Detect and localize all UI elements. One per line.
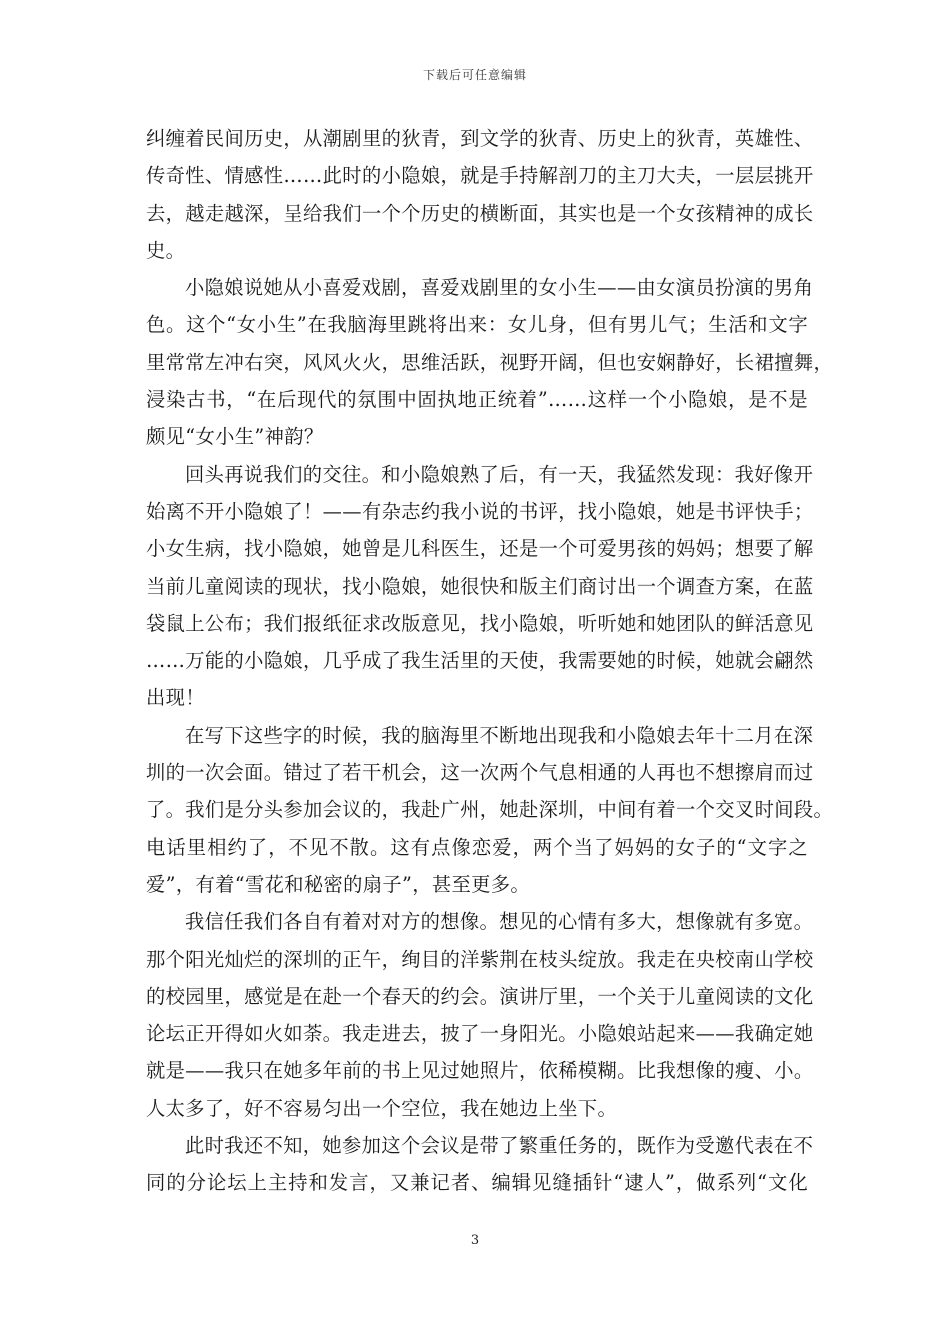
- text-line: 论坛正开得如火如荼。我走进去，披了一身阳光。小隐娘站起来——我确定她: [146, 1022, 814, 1046]
- text-line: 袋鼠上公布；我们报纸征求改版意见，找小隐娘，听听她和她团队的鲜活意见: [146, 611, 814, 635]
- text-line: 去，越走越深，呈给我们一个个历史的横断面，其实也是一个女孩精神的成长: [146, 201, 814, 225]
- text-line: 回头再说我们的交往。和小隐娘熟了后，有一天，我猛然发现：我好像开: [185, 462, 814, 486]
- document-body: [146, 120, 834, 1202]
- text-line: 爱”，有着“雪花和秘密的扇子”，甚至更多。: [146, 872, 530, 896]
- text-line: 纠缠着民间历史，从潮剧里的狄青，到文学的狄青、历史上的狄青，英雄性、: [146, 127, 814, 150]
- text-line: 颇见“女小生”神韵？: [146, 425, 324, 449]
- text-line: ……万能的小隐娘，几乎成了我生活里的天使，我需要她的时候，她就会翩然: [146, 649, 814, 673]
- page-header: 下载后可任意编辑: [422, 68, 527, 82]
- page-number: 3: [470, 1233, 480, 1248]
- text-line: 出现！: [146, 686, 205, 710]
- text-line: 此时我还不知，她参加这个会议是带了繁重任务的，既作为受邀代表在不: [185, 1134, 814, 1158]
- text-line: 色。这个“女小生”在我脑海里跳将出来：女儿身，但有男儿气；生活和文字: [146, 313, 808, 337]
- text-line: 就是——我只在她多年前的书上见过她照片，依稀模糊。比我想像的瘦、小。: [146, 1059, 814, 1083]
- text-line: 圳的一次会面。错过了若干机会，这一次两个气息相通的人再也不想擦肩而过: [146, 761, 814, 785]
- text-line: 里常常左冲右突，风风火火，思维活跃，视野开阔，但也安娴静好，长裙擅舞，: [146, 350, 834, 374]
- paragraph: [146, 456, 814, 717]
- text-line: 当前儿童阅读的现状，找小隐娘，她很快和版主们商讨出一个调查方案，在蓝: [146, 574, 814, 598]
- text-line: 那个阳光灿烂的深圳的正午，绚目的洋紫荆在枝头绽放。我走在央校南山学校: [146, 947, 814, 971]
- text-line: 我信任我们各自有着对对方的想像。想见的心情有多大，想像就有多宽。: [185, 910, 814, 934]
- paragraph: [146, 120, 814, 269]
- paragraph: [146, 903, 814, 1127]
- text-line: 了。我们是分头参加会议的，我赴广州，她赴深圳，中间有着一个交叉时间段。: [146, 798, 834, 822]
- text-line: 的校园里，感觉是在赴一个春天的约会。演讲厅里，一个关于儿童阅读的文化: [146, 984, 814, 1008]
- text-line: 始离不开小隐娘了！——有杂志约我小说的书评，找小隐娘，她是书评快手；: [146, 499, 814, 523]
- text-line: 电话里相约了，不见不散。这有点像恋爱，两个当了妈妈的女子的“文字之: [146, 835, 808, 859]
- paragraph: [146, 717, 834, 903]
- text-line: 史。: [146, 238, 186, 262]
- text-line: 小隐娘说她从小喜爱戏剧，喜爱戏剧里的女小生——由女演员扮演的男角: [185, 276, 814, 300]
- paragraph: [146, 269, 834, 455]
- text-line: 在写下这些字的时候，我的脑海里不断地出现我和小隐娘去年十二月在深: [185, 723, 814, 747]
- paragraph: [146, 1127, 814, 1202]
- text-line: 人太多了，好不容易匀出一个空位，我在她边上坐下。: [146, 1096, 618, 1120]
- text-line: 传奇性、情感性……此时的小隐娘，就是手持解剖刀的主刀大夫，一层层挑开: [146, 164, 814, 188]
- text-line: 同的分论坛上主持和发言，又兼记者、编辑见缝插针“逮人”，做系列“文化: [146, 1171, 808, 1195]
- text-line: 浸染古书，“在后现代的氛围中固执地正统着”……这样一个小隐娘，是不是: [146, 388, 808, 412]
- text-line: 小女生病，找小隐娘，她曾是儿科医生，还是一个可爱男孩的妈妈；想要了解: [146, 537, 814, 561]
